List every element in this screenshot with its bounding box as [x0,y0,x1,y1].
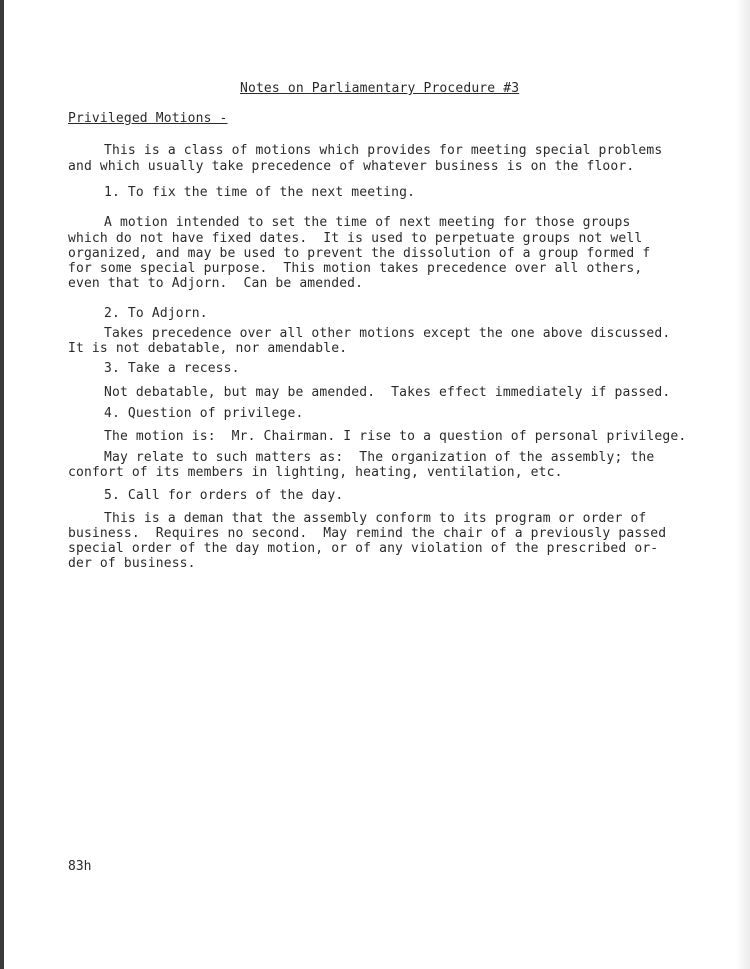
item5-body-line-4: der of business. [68,556,196,571]
item1-body-line-2: which do not have fixed dates. It is used to perpetuate groups not well [68,231,643,246]
item3-body: Not debatable, but may be amended. Takes effect immediately if passed. [104,385,671,400]
section-heading: Privileged Motions - [68,111,228,126]
item5-heading: 5. Call for orders of the day. [104,488,344,503]
document-title: Notes on Parliamentary Procedure #3 [240,81,520,96]
item1-body-line-3: organized, and may be used to prevent the dissolution of a group formed f [68,246,651,261]
item5-body-line-3: special order of the day motion, or of any violation of the prescribed or- [68,541,659,556]
item5-body-line-1: This is a deman that the assembly conform to its program or order of [104,511,647,526]
item2-body-line-2: It is not debatable, nor amendable. [68,341,348,356]
item1-body-line-5: even that to Adjorn. Can be amended. [68,276,364,291]
item1-body-line-1: A motion intended to set the time of next meeting for those groups [104,215,631,230]
item2-heading: 2. To Adjorn. [104,306,208,321]
page-number: 83h [68,859,92,874]
item5-body-line-2: business. Requires no second. May remind the chair of a previously passed [68,526,667,541]
item4-body-2-line-2: confort of its members in lighting, heating, ventilation, etc. [68,465,563,480]
intro-line-1: This is a class of motions which provides for meeting special problems [104,143,663,158]
item1-body-line-4: for some special purpose. This motion takes precedence over all others, [68,261,643,276]
intro-line-2: and which usually take precedence of whatever business is on the floor. [68,159,635,174]
item4-heading: 4. Question of privilege. [104,406,304,421]
item4-body-1: The motion is: Mr. Chairman. I rise to a question of personal privilege. [104,429,687,444]
item3-heading: 3. Take a recess. [104,361,240,376]
item1-heading: 1. To fix the time of the next meeting. [104,185,416,200]
page-edge-shadow [0,0,4,969]
item2-body-line-1: Takes precedence over all other motions except the one above discussed. [104,326,671,341]
page-right-shade [736,0,750,969]
item4-body-2-line-1: May relate to such matters as: The organization of the assembly; the [104,450,655,465]
